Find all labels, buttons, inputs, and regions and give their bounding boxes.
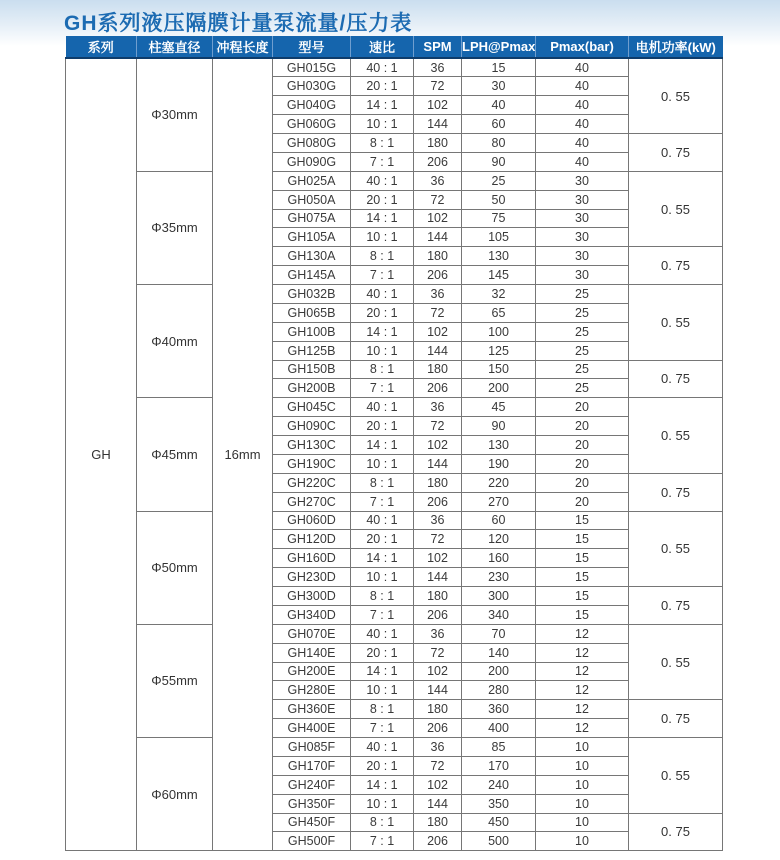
ratio-cell: 40 : 1 — [351, 738, 414, 757]
ratio-cell: 7 : 1 — [351, 152, 414, 171]
lph-cell: 90 — [462, 417, 536, 436]
pmax-cell: 25 — [536, 341, 629, 360]
table-row — [66, 511, 723, 530]
spm-cell: 102 — [414, 775, 462, 794]
series-cell: GH — [66, 58, 137, 851]
spm-cell: 36 — [414, 58, 462, 77]
model-cell: GH065B — [273, 303, 351, 322]
model-cell: GH160D — [273, 549, 351, 568]
pmax-cell: 30 — [536, 209, 629, 228]
lph-cell: 170 — [462, 756, 536, 775]
ratio-cell: 8 : 1 — [351, 813, 414, 832]
model-cell: GH040G — [273, 96, 351, 115]
col-header-ratio: 速比 — [351, 36, 414, 58]
spm-cell: 206 — [414, 719, 462, 738]
model-cell: GH500F — [273, 832, 351, 851]
lph-cell: 340 — [462, 605, 536, 624]
pmax-cell: 10 — [536, 775, 629, 794]
pmax-cell: 25 — [536, 303, 629, 322]
lph-cell: 80 — [462, 134, 536, 153]
model-cell: GH200B — [273, 379, 351, 398]
lph-cell: 25 — [462, 171, 536, 190]
table-row — [66, 624, 723, 643]
model-cell: GH190C — [273, 454, 351, 473]
pmax-cell: 40 — [536, 96, 629, 115]
spm-cell: 206 — [414, 152, 462, 171]
ratio-cell: 10 : 1 — [351, 681, 414, 700]
lph-cell: 270 — [462, 492, 536, 511]
lph-cell: 145 — [462, 266, 536, 285]
pmax-cell: 12 — [536, 719, 629, 738]
spm-cell: 180 — [414, 360, 462, 379]
table-row — [66, 285, 723, 304]
lph-cell: 360 — [462, 700, 536, 719]
ratio-cell: 7 : 1 — [351, 605, 414, 624]
col-header-series: 系列 — [66, 36, 137, 58]
pmax-cell: 30 — [536, 228, 629, 247]
spm-cell: 72 — [414, 190, 462, 209]
pump-spec-table — [65, 36, 723, 851]
pmax-cell: 30 — [536, 190, 629, 209]
pmax-cell: 20 — [536, 417, 629, 436]
pmax-cell: 30 — [536, 171, 629, 190]
ratio-cell: 40 : 1 — [351, 511, 414, 530]
lph-cell: 30 — [462, 77, 536, 96]
spm-cell: 102 — [414, 322, 462, 341]
model-cell: GH130C — [273, 436, 351, 455]
model-cell: GH140E — [273, 643, 351, 662]
pmax-cell: 25 — [536, 322, 629, 341]
ratio-cell: 10 : 1 — [351, 794, 414, 813]
pmax-cell: 40 — [536, 152, 629, 171]
lph-cell: 15 — [462, 58, 536, 77]
model-cell: GH360E — [273, 700, 351, 719]
power-cell: 0. 55 — [629, 285, 723, 361]
spm-cell: 206 — [414, 266, 462, 285]
model-cell: GH170F — [273, 756, 351, 775]
power-cell: 0. 55 — [629, 398, 723, 474]
ratio-cell: 8 : 1 — [351, 587, 414, 606]
spm-cell: 206 — [414, 832, 462, 851]
pmax-cell: 15 — [536, 549, 629, 568]
pmax-cell: 40 — [536, 134, 629, 153]
diameter-cell: Φ50mm — [137, 511, 213, 624]
col-header-diameter: 柱塞直径 — [137, 36, 213, 58]
table-row — [66, 398, 723, 417]
spm-cell: 36 — [414, 398, 462, 417]
lph-cell: 120 — [462, 530, 536, 549]
table-body — [66, 58, 723, 851]
ratio-cell: 20 : 1 — [351, 756, 414, 775]
power-cell: 0. 75 — [629, 813, 723, 851]
lph-cell: 105 — [462, 228, 536, 247]
col-header-stroke: 冲程长度 — [213, 36, 273, 58]
lph-cell: 90 — [462, 152, 536, 171]
model-cell: GH340D — [273, 605, 351, 624]
ratio-cell: 20 : 1 — [351, 417, 414, 436]
model-cell: GH060G — [273, 115, 351, 134]
model-cell: GH150B — [273, 360, 351, 379]
model-cell: GH080G — [273, 134, 351, 153]
ratio-cell: 8 : 1 — [351, 700, 414, 719]
stroke-cell: 16mm — [213, 58, 273, 851]
model-cell: GH400E — [273, 719, 351, 738]
pmax-cell: 10 — [536, 756, 629, 775]
ratio-cell: 14 : 1 — [351, 436, 414, 455]
model-cell: GH045C — [273, 398, 351, 417]
ratio-cell: 20 : 1 — [351, 530, 414, 549]
pmax-cell: 12 — [536, 681, 629, 700]
pmax-cell: 20 — [536, 454, 629, 473]
spm-cell: 180 — [414, 473, 462, 492]
ratio-cell: 8 : 1 — [351, 247, 414, 266]
spm-cell: 36 — [414, 624, 462, 643]
model-cell: GH270C — [273, 492, 351, 511]
pmax-cell: 25 — [536, 379, 629, 398]
spm-cell: 72 — [414, 530, 462, 549]
ratio-cell: 14 : 1 — [351, 322, 414, 341]
pmax-cell: 15 — [536, 605, 629, 624]
pmax-cell: 40 — [536, 115, 629, 134]
spm-cell: 72 — [414, 303, 462, 322]
lph-cell: 85 — [462, 738, 536, 757]
ratio-cell: 8 : 1 — [351, 360, 414, 379]
ratio-cell: 14 : 1 — [351, 209, 414, 228]
ratio-cell: 14 : 1 — [351, 96, 414, 115]
spm-cell: 180 — [414, 700, 462, 719]
lph-cell: 200 — [462, 379, 536, 398]
pmax-cell: 12 — [536, 624, 629, 643]
model-cell: GH200E — [273, 662, 351, 681]
model-cell: GH130A — [273, 247, 351, 266]
lph-cell: 140 — [462, 643, 536, 662]
model-cell: GH085F — [273, 738, 351, 757]
spm-cell: 102 — [414, 436, 462, 455]
table-row — [66, 171, 723, 190]
spm-cell: 36 — [414, 285, 462, 304]
ratio-cell: 10 : 1 — [351, 341, 414, 360]
model-cell: GH030G — [273, 77, 351, 96]
power-cell: 0. 75 — [629, 360, 723, 398]
ratio-cell: 20 : 1 — [351, 303, 414, 322]
model-cell: GH450F — [273, 813, 351, 832]
pmax-cell: 20 — [536, 473, 629, 492]
lph-cell: 50 — [462, 190, 536, 209]
spm-cell: 144 — [414, 681, 462, 700]
lph-cell: 65 — [462, 303, 536, 322]
spm-cell: 144 — [414, 115, 462, 134]
lph-cell: 400 — [462, 719, 536, 738]
model-cell: GH015G — [273, 58, 351, 77]
ratio-cell: 14 : 1 — [351, 549, 414, 568]
power-cell: 0. 55 — [629, 738, 723, 814]
power-cell: 0. 75 — [629, 247, 723, 285]
model-cell: GH240F — [273, 775, 351, 794]
pmax-cell: 30 — [536, 266, 629, 285]
spm-cell: 72 — [414, 77, 462, 96]
lph-cell: 40 — [462, 96, 536, 115]
ratio-cell: 20 : 1 — [351, 190, 414, 209]
ratio-cell: 8 : 1 — [351, 134, 414, 153]
lph-cell: 100 — [462, 322, 536, 341]
diameter-cell: Φ30mm — [137, 58, 213, 171]
pmax-cell: 40 — [536, 77, 629, 96]
ratio-cell: 40 : 1 — [351, 398, 414, 417]
power-cell: 0. 55 — [629, 511, 723, 587]
pmax-cell: 12 — [536, 662, 629, 681]
ratio-cell: 40 : 1 — [351, 285, 414, 304]
spm-cell: 206 — [414, 379, 462, 398]
lph-cell: 160 — [462, 549, 536, 568]
ratio-cell: 14 : 1 — [351, 775, 414, 794]
model-cell: GH075A — [273, 209, 351, 228]
ratio-cell: 20 : 1 — [351, 643, 414, 662]
model-cell: GH100B — [273, 322, 351, 341]
model-cell: GH120D — [273, 530, 351, 549]
spm-cell: 36 — [414, 738, 462, 757]
ratio-cell: 8 : 1 — [351, 473, 414, 492]
model-cell: GH050A — [273, 190, 351, 209]
ratio-cell: 7 : 1 — [351, 379, 414, 398]
power-cell: 0. 55 — [629, 624, 723, 700]
power-cell: 0. 75 — [629, 587, 723, 625]
lph-cell: 190 — [462, 454, 536, 473]
lph-cell: 75 — [462, 209, 536, 228]
spm-cell: 102 — [414, 662, 462, 681]
pmax-cell: 10 — [536, 813, 629, 832]
model-cell: GH125B — [273, 341, 351, 360]
pmax-cell: 15 — [536, 568, 629, 587]
spm-cell: 144 — [414, 568, 462, 587]
power-cell: 0. 55 — [629, 171, 723, 247]
ratio-cell: 14 : 1 — [351, 662, 414, 681]
spm-cell: 36 — [414, 511, 462, 530]
model-cell: GH220C — [273, 473, 351, 492]
model-cell: GH025A — [273, 171, 351, 190]
spm-cell: 180 — [414, 247, 462, 266]
lph-cell: 32 — [462, 285, 536, 304]
lph-cell: 200 — [462, 662, 536, 681]
spm-cell: 102 — [414, 209, 462, 228]
ratio-cell: 40 : 1 — [351, 624, 414, 643]
spm-cell: 180 — [414, 134, 462, 153]
lph-cell: 45 — [462, 398, 536, 417]
pmax-cell: 15 — [536, 530, 629, 549]
lph-cell: 220 — [462, 473, 536, 492]
model-cell: GH300D — [273, 587, 351, 606]
spm-cell: 72 — [414, 417, 462, 436]
ratio-cell: 7 : 1 — [351, 492, 414, 511]
spm-cell: 144 — [414, 228, 462, 247]
ratio-cell: 7 : 1 — [351, 832, 414, 851]
model-cell: GH090C — [273, 417, 351, 436]
model-cell: GH032B — [273, 285, 351, 304]
spm-cell: 180 — [414, 587, 462, 606]
ratio-cell: 10 : 1 — [351, 228, 414, 247]
col-header-lph: LPH@Pmax — [462, 36, 536, 58]
spm-cell: 144 — [414, 794, 462, 813]
pmax-cell: 25 — [536, 360, 629, 379]
lph-cell: 60 — [462, 115, 536, 134]
pmax-cell: 15 — [536, 511, 629, 530]
page-title: GH系列液压隔膜计量泵流量/压力表 — [64, 12, 413, 35]
table-header — [66, 36, 723, 58]
lph-cell: 70 — [462, 624, 536, 643]
lph-cell: 240 — [462, 775, 536, 794]
lph-cell: 450 — [462, 813, 536, 832]
power-cell: 0. 75 — [629, 473, 723, 511]
model-cell: GH070E — [273, 624, 351, 643]
pmax-cell: 12 — [536, 700, 629, 719]
spm-cell: 102 — [414, 96, 462, 115]
col-header-model: 型号 — [273, 36, 351, 58]
power-cell: 0. 55 — [629, 58, 723, 134]
ratio-cell: 7 : 1 — [351, 719, 414, 738]
col-header-power: 电机功率(kW) — [629, 36, 723, 58]
pmax-cell: 12 — [536, 643, 629, 662]
diameter-cell: Φ60mm — [137, 738, 213, 851]
ratio-cell: 10 : 1 — [351, 568, 414, 587]
header-row — [66, 36, 723, 58]
model-cell: GH145A — [273, 266, 351, 285]
pmax-cell: 20 — [536, 492, 629, 511]
col-header-spm: SPM — [414, 36, 462, 58]
diameter-cell: Φ55mm — [137, 624, 213, 737]
spm-cell: 72 — [414, 643, 462, 662]
lph-cell: 280 — [462, 681, 536, 700]
spm-cell: 206 — [414, 492, 462, 511]
spm-cell: 102 — [414, 549, 462, 568]
pmax-cell: 15 — [536, 587, 629, 606]
power-cell: 0. 75 — [629, 134, 723, 172]
ratio-cell: 10 : 1 — [351, 454, 414, 473]
model-cell: GH060D — [273, 511, 351, 530]
diameter-cell: Φ35mm — [137, 171, 213, 284]
lph-cell: 300 — [462, 587, 536, 606]
col-header-pmax: Pmax(bar) — [536, 36, 629, 58]
table-row — [66, 738, 723, 757]
pmax-cell: 20 — [536, 436, 629, 455]
lph-cell: 350 — [462, 794, 536, 813]
model-cell: GH090G — [273, 152, 351, 171]
ratio-cell: 7 : 1 — [351, 266, 414, 285]
pmax-cell: 10 — [536, 832, 629, 851]
lph-cell: 125 — [462, 341, 536, 360]
model-cell: GH350F — [273, 794, 351, 813]
lph-cell: 150 — [462, 360, 536, 379]
spm-cell: 144 — [414, 341, 462, 360]
pmax-cell: 10 — [536, 794, 629, 813]
lph-cell: 130 — [462, 436, 536, 455]
spm-cell: 72 — [414, 756, 462, 775]
table-row — [66, 58, 723, 77]
spm-cell: 144 — [414, 454, 462, 473]
pmax-cell: 20 — [536, 398, 629, 417]
model-cell: GH105A — [273, 228, 351, 247]
pmax-cell: 40 — [536, 58, 629, 77]
diameter-cell: Φ45mm — [137, 398, 213, 511]
lph-cell: 500 — [462, 832, 536, 851]
model-cell: GH280E — [273, 681, 351, 700]
ratio-cell: 40 : 1 — [351, 171, 414, 190]
pmax-cell: 30 — [536, 247, 629, 266]
model-cell: GH230D — [273, 568, 351, 587]
pmax-cell: 25 — [536, 285, 629, 304]
ratio-cell: 10 : 1 — [351, 115, 414, 134]
ratio-cell: 20 : 1 — [351, 77, 414, 96]
pmax-cell: 10 — [536, 738, 629, 757]
spm-cell: 206 — [414, 605, 462, 624]
lph-cell: 230 — [462, 568, 536, 587]
lph-cell: 130 — [462, 247, 536, 266]
spm-cell: 36 — [414, 171, 462, 190]
spm-cell: 180 — [414, 813, 462, 832]
lph-cell: 60 — [462, 511, 536, 530]
power-cell: 0. 75 — [629, 700, 723, 738]
diameter-cell: Φ40mm — [137, 285, 213, 398]
ratio-cell: 40 : 1 — [351, 58, 414, 77]
